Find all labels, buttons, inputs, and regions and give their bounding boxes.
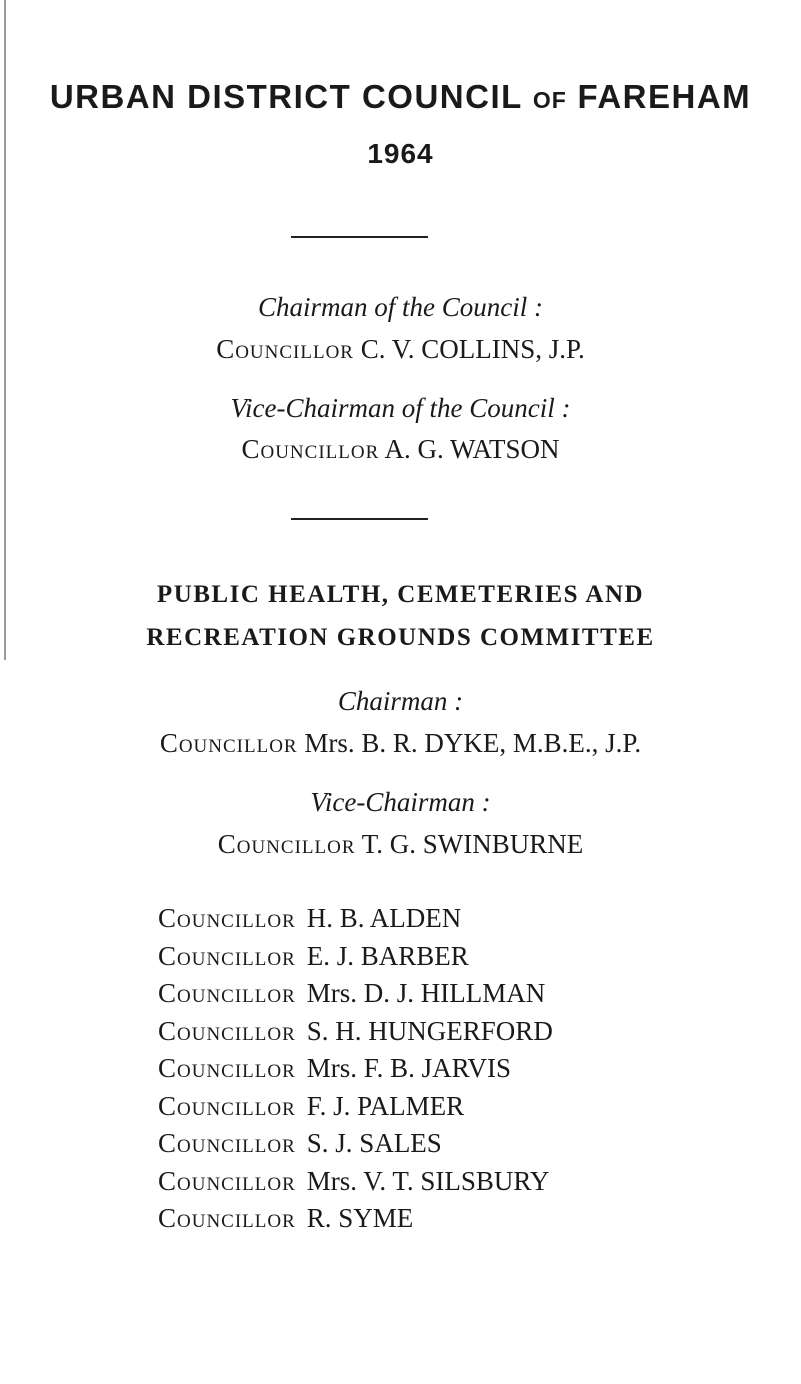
committee-vice-chairman-label: Vice-Chairman : bbox=[310, 787, 491, 817]
council-vice-chairman-line bbox=[0, 434, 801, 465]
member-prefix: Councillor bbox=[158, 1203, 296, 1233]
council-vice-chairman-prefix: Councillor bbox=[241, 434, 380, 464]
member-prefix: Councillor bbox=[158, 1165, 296, 1196]
title-town: FAREHAM bbox=[577, 78, 752, 115]
council-chairman-prefix: Councillor bbox=[216, 334, 354, 364]
member-row bbox=[158, 900, 553, 938]
member-name: Mrs. V. T. SILSBURY bbox=[306, 1165, 550, 1196]
member-name: S. H. HUNGERFORD bbox=[306, 1015, 553, 1046]
member-name: F. J. PALMER bbox=[306, 1090, 465, 1121]
member-prefix: Councillor bbox=[158, 1090, 296, 1121]
member-row bbox=[158, 975, 553, 1013]
committee-vice-chairman-line bbox=[0, 829, 801, 860]
document-title bbox=[0, 78, 801, 116]
divider-rule-2 bbox=[291, 518, 428, 520]
committee-chairman-prefix: Councillor bbox=[159, 728, 298, 758]
title-of: OF bbox=[532, 87, 567, 113]
council-chairman-label: Chairman of the Council : bbox=[258, 292, 543, 322]
title-main: URBAN DISTRICT COUNCIL bbox=[49, 78, 523, 115]
committee-chairman-label: Chairman : bbox=[337, 686, 464, 716]
member-name: Mrs. F. B. JARVIS bbox=[306, 1053, 512, 1083]
council-chairman-name: C. V. COLLINS, J.P. bbox=[360, 334, 585, 364]
member-row bbox=[158, 1013, 553, 1051]
member-prefix: Councillor bbox=[158, 903, 296, 933]
member-name: S. J. SALES bbox=[306, 1128, 442, 1158]
committee-vice-chairman-prefix: Councillor bbox=[217, 829, 356, 859]
document-year: 1964 bbox=[367, 138, 434, 169]
member-prefix: Councillor bbox=[158, 978, 296, 1008]
committee-members-list bbox=[158, 900, 553, 1238]
divider-rule-1 bbox=[291, 236, 428, 238]
council-vice-chairman-label: Vice-Chairman of the Council : bbox=[230, 393, 571, 423]
member-row bbox=[158, 1088, 553, 1126]
committee-heading-line1: PUBLIC HEALTH, CEMETERIES AND bbox=[156, 581, 645, 608]
council-vice-chairman-name: A. G. WATSON bbox=[384, 434, 560, 464]
member-prefix: Councillor bbox=[158, 940, 296, 971]
member-prefix: Councillor bbox=[158, 1128, 296, 1158]
member-name: R. SYME bbox=[306, 1203, 414, 1233]
committee-chairman-name: Mrs. B. R. DYKE, M.B.E., J.P. bbox=[304, 728, 642, 758]
member-row bbox=[158, 938, 553, 976]
committee-chairman-line bbox=[0, 728, 801, 759]
member-name: Mrs. D. J. HILLMAN bbox=[306, 978, 546, 1008]
member-row bbox=[158, 1050, 553, 1088]
member-name: H. B. ALDEN bbox=[306, 903, 462, 933]
committee-heading-line2: RECREATION GROUNDS COMMITTEE bbox=[146, 624, 655, 651]
member-prefix: Councillor bbox=[158, 1015, 296, 1046]
member-row bbox=[158, 1125, 553, 1163]
member-name: E. J. BARBER bbox=[306, 940, 469, 971]
member-row bbox=[158, 1200, 553, 1238]
member-row bbox=[158, 1163, 553, 1201]
council-chairman-line bbox=[0, 334, 801, 365]
member-prefix: Councillor bbox=[158, 1053, 296, 1083]
committee-vice-chairman-name: T. G. SWINBURNE bbox=[361, 829, 584, 859]
